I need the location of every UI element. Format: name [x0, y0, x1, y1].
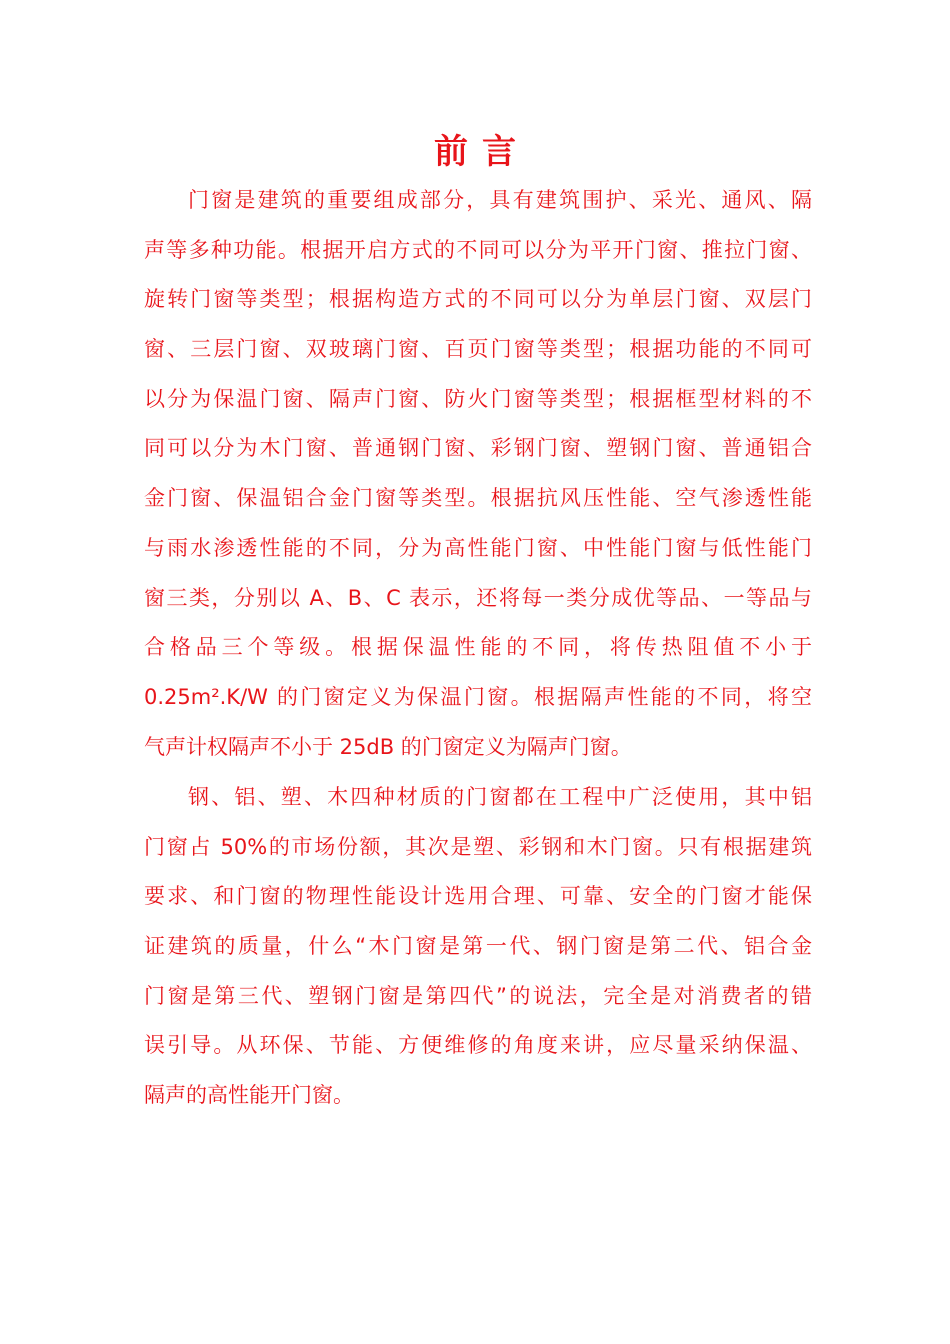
text-line: 误引导。从环保、节能、方便维修的角度来讲，应尽量采纳保温、	[144, 1033, 812, 1058]
paragraph-1	[144, 176, 812, 772]
text-line: 证建筑的质量，什么“木门窗是第一代、钢门窗是第二代、铝合金	[144, 934, 812, 959]
text-line: 旋转门窗等类型；根据构造方式的不同可以分为单层门窗、双层门	[144, 287, 812, 312]
text-line: 隔声的高性能开门窗。	[144, 1083, 354, 1108]
text-line: 气声计权隔声不小于 25dB 的门窗定义为隔声门窗。	[144, 734, 632, 759]
text-line: 门窗占 50%的市场份额，其次是塑、彩钢和木门窗。只有根据建筑	[144, 834, 812, 859]
text-line: 声等多种功能。根据开启方式的不同可以分为平开门窗、推拉门窗、	[144, 237, 812, 262]
text-line: 与雨水渗透性能的不同，分为高性能门窗、中性能门窗与低性能门	[144, 535, 812, 560]
text-line: 要求、和门窗的物理性能设计选用合理、可靠、安全的门窗才能保	[144, 884, 812, 909]
text-line: 同可以分为木门窗、普通钢门窗、彩钢门窗、塑钢门窗、普通铝合	[144, 436, 812, 461]
text-line: 金门窗、保温铝合金门窗等类型。根据抗风压性能、空气渗透性能	[144, 486, 812, 511]
text-line: 门窗是第三代、塑钢门窗是第四代”的说法，完全是对消费者的错	[144, 983, 812, 1008]
text-line: 以分为保温门窗、隔声门窗、防火门窗等类型；根据框型材料的不	[144, 386, 812, 411]
text-line: 门窗是建筑的重要组成部分，具有建筑围护、采光、通风、隔	[188, 188, 812, 212]
text-line: 窗、三层门窗、双玻璃门窗、百页门窗等类型；根据功能的不同可	[144, 337, 812, 362]
page-title: 前言	[434, 132, 530, 172]
text-line: 窗三类，分别以 A、B、C 表示，还将每一类分成优等品、一等品与	[144, 585, 812, 610]
paragraph-2	[144, 773, 812, 1121]
text-line: 合格品三个等级。根据保温性能的不同，将传热阻值不小于	[144, 635, 812, 660]
text-line: 0.25m².K/W 的门窗定义为保温门窗。根据隔声性能的不同，将空	[144, 684, 812, 709]
text-line: 钢、铝、塑、木四种材质的门窗都在工程中广泛使用，其中铝	[188, 785, 812, 809]
